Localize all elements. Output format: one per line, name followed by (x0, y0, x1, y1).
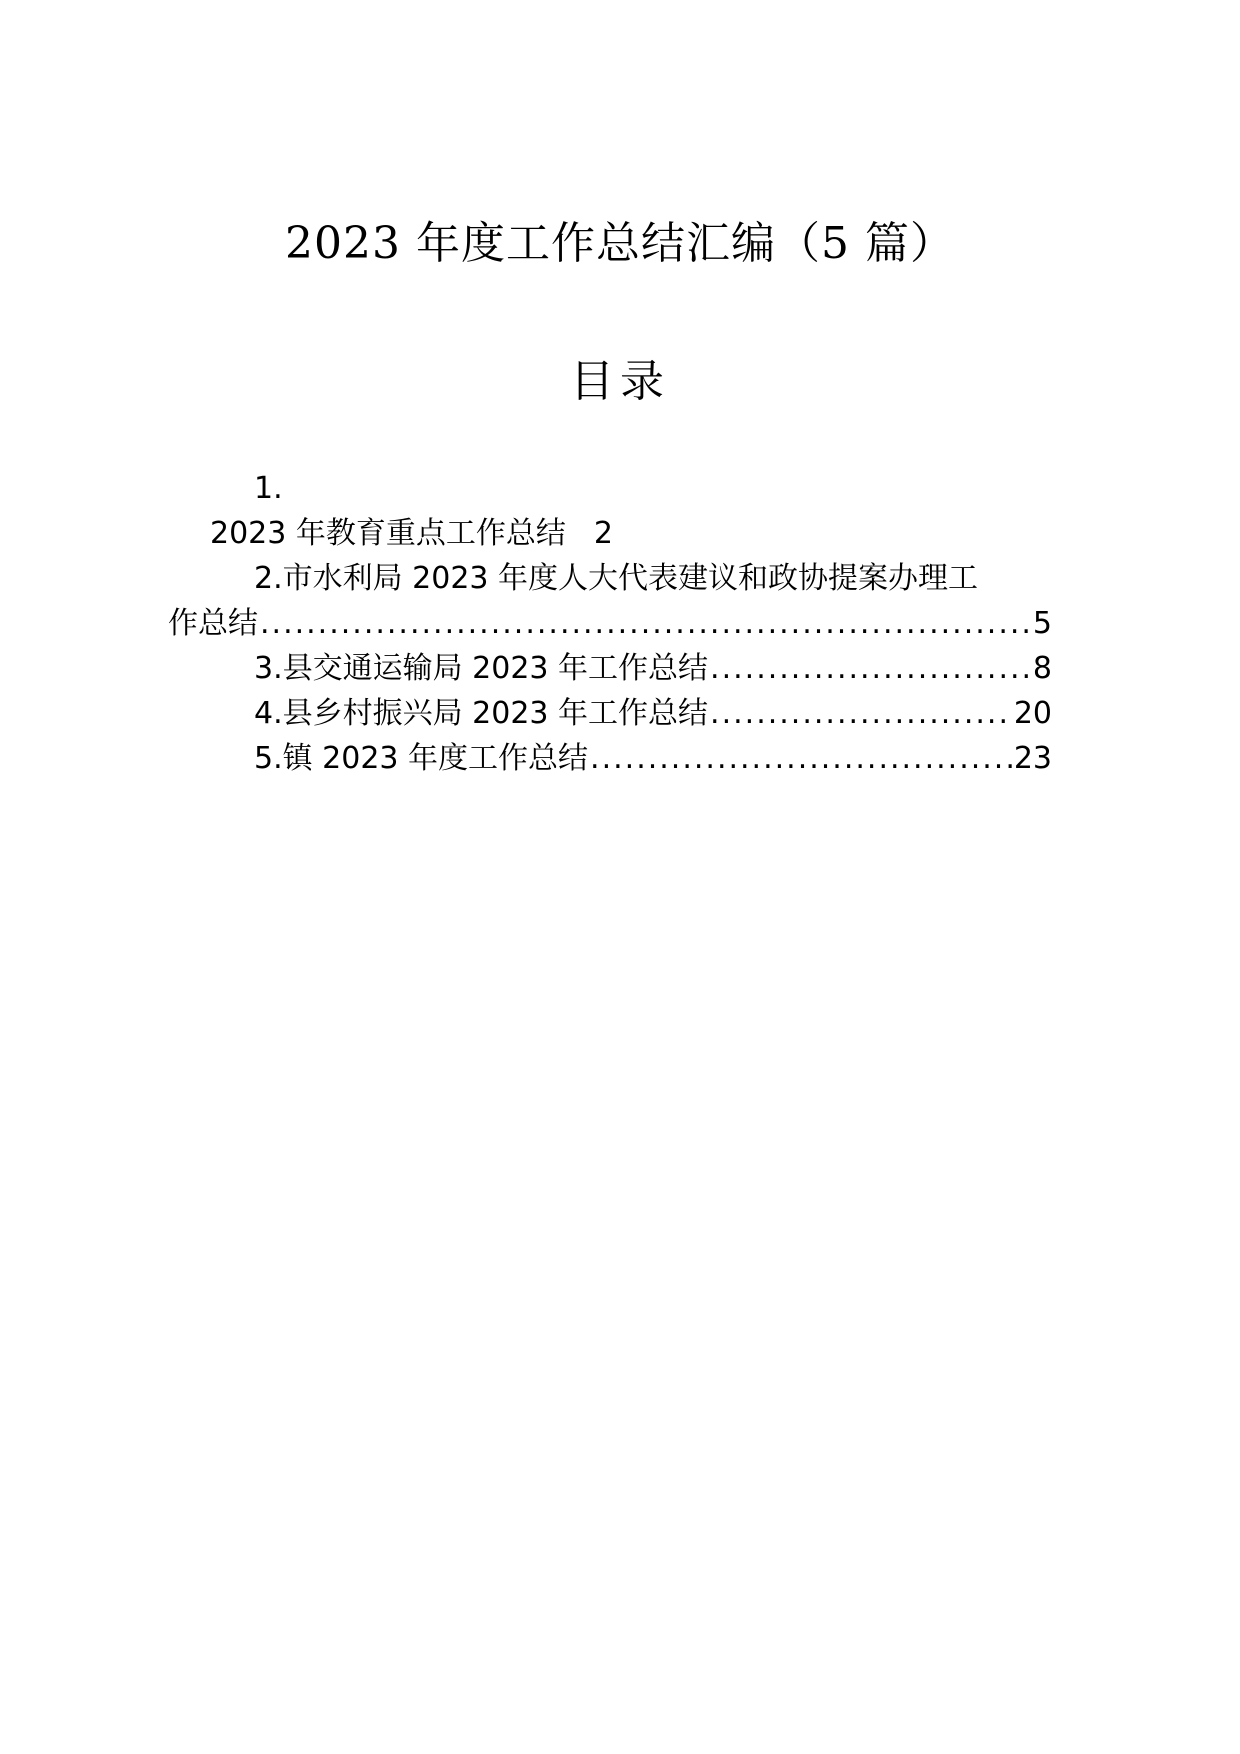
table-of-contents (168, 466, 1052, 781)
toc-entry-title: 镇 2023 年度工作总结 (282, 741, 589, 776)
toc-entry-title: 县乡村振兴局 2023 年工作总结 (282, 696, 709, 731)
toc-entry-number: 2. (254, 561, 283, 596)
document-title: 2023 年度工作总结汇编（5 篇） (285, 218, 955, 269)
toc-leader-dots (590, 736, 1012, 781)
toc-leader-dots (260, 601, 1031, 646)
toc-entry-number: 3. (254, 651, 283, 686)
toc-entry-2-line1[interactable] (186, 556, 1052, 601)
toc-entry-2-line2[interactable] (168, 601, 1052, 646)
toc-entry-page: 2 (593, 516, 613, 551)
toc-entry-title: 县交通运输局 2023 年工作总结 (282, 651, 709, 686)
toc-entry-title-continued: 作总结 (168, 606, 258, 641)
toc-entry-3[interactable] (186, 646, 1052, 691)
toc-entry-number: 1. (254, 471, 283, 506)
toc-entry-page: 5 (1032, 606, 1052, 641)
toc-entry-1-number-line[interactable] (186, 466, 1052, 511)
toc-entry-number: 4. (254, 696, 283, 731)
toc-entry-4[interactable] (186, 691, 1052, 736)
toc-leader-dots (710, 691, 1012, 736)
toc-heading: 目录 (570, 356, 670, 407)
toc-entry-title: 市水利局 2023 年度人大代表建议和政协提案办理工 (282, 561, 979, 596)
toc-entry-page: 23 (1013, 741, 1052, 776)
toc-entry-number: 5. (254, 741, 283, 776)
toc-entry-title: 2023 年教育重点工作总结 (210, 516, 566, 551)
toc-entry-page: 20 (1013, 696, 1052, 731)
toc-entry-page: 8 (1032, 651, 1052, 686)
toc-leader-dots (710, 646, 1031, 691)
toc-entry-1[interactable] (186, 511, 1052, 556)
toc-entry-5[interactable] (186, 736, 1052, 781)
